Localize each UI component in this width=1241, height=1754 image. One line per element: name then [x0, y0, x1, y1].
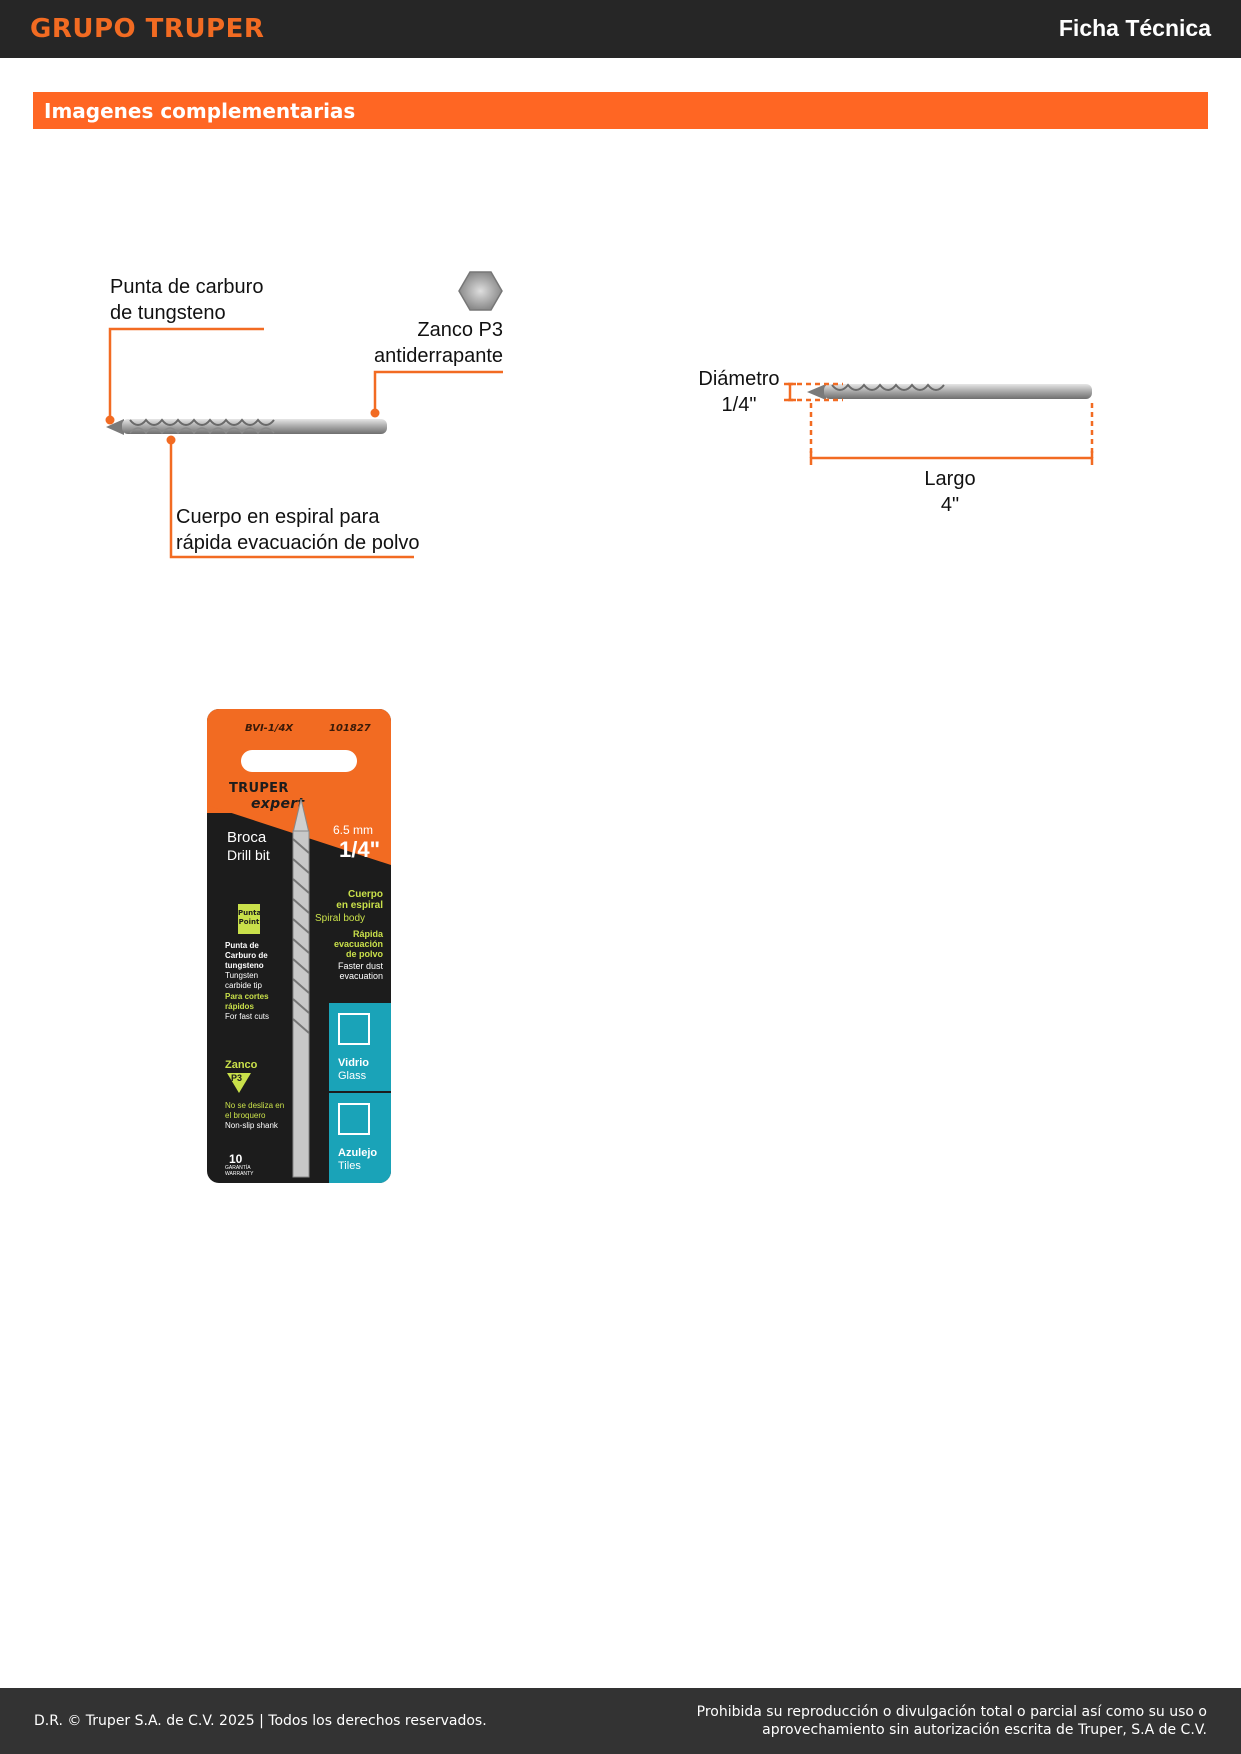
package-code: 101827	[329, 723, 371, 734]
package-tile-es: Azulejo	[338, 1147, 378, 1159]
package-shank-es: No se desliza en el broquero	[225, 1101, 285, 1120]
brand-logo: GRUPO TRUPER	[30, 14, 265, 44]
package-warranty-label: GARANTÍA WARRANTY	[225, 1165, 254, 1177]
body-callout-label: Cuerpo en espiral para rápida evacuación de polvo	[176, 506, 420, 554]
footer-copyright: D.R. © Truper S.A. de C.V. 2025 | Todos los derechos reservados.	[34, 1713, 487, 1729]
package-evac-es: Rápida evacuación de polvo	[333, 929, 383, 959]
packaged-drill-bit	[207, 709, 391, 1183]
shank-callout-label: Zanco P3 antiderrapante	[374, 319, 503, 367]
hex-shank-icon	[459, 272, 502, 310]
package-tile-en: Tiles	[338, 1160, 361, 1172]
package-tip-es: Punta de Carburo de tungsteno	[225, 941, 268, 970]
package-product-es: Broca	[227, 829, 267, 846]
package-shank-en: Non-slip shank	[225, 1121, 278, 1130]
package-glass-en: Glass	[338, 1070, 367, 1082]
dimension-diagram-bit	[807, 384, 1092, 400]
package-tip-en: Tungsten carbide tip	[225, 971, 262, 990]
body-callout-dot	[167, 436, 176, 445]
package-point-badge: Punta Point	[238, 904, 260, 934]
package-brand: TRUPER expert	[229, 781, 305, 812]
package-cuts-en: For fast cuts	[225, 1012, 270, 1021]
package-warranty: 10	[229, 1152, 243, 1166]
drill-bit-illustration	[106, 419, 387, 435]
package-spiral-es: Cuerpo en espiral	[336, 889, 383, 911]
footer-bar	[0, 1688, 1241, 1754]
package-glass-es: Vidrio	[338, 1057, 369, 1069]
product-package-image	[207, 709, 391, 1183]
package-size-in: 1/4"	[339, 837, 381, 862]
footer-notice: Prohibida su reproducción o divulgación total o parcial así como su uso o aprovechamiento sin autorización escrita de Truper, S.A de C.V.	[696, 1704, 1207, 1738]
document-type-label: Ficha Técnica	[1058, 15, 1211, 41]
tip-callout-dot	[106, 416, 115, 425]
package-spiral-en: Spiral body	[315, 913, 366, 924]
length-label: Largo 4"	[924, 468, 976, 516]
package-evac-en: Faster dust evacuation	[337, 961, 383, 981]
package-product-en: Drill bit	[227, 847, 270, 863]
section-title: Imagenes complementarias	[44, 99, 356, 123]
package-size-mm: 6.5 mm	[333, 823, 374, 837]
diameter-label: Diámetro 1/4"	[698, 368, 780, 416]
shank-callout-dot	[371, 409, 380, 418]
tip-callout-label: Punta de carburo de tungsteno	[110, 276, 264, 324]
package-p3-label: P3	[231, 1073, 243, 1083]
package-model: BVI-1/4X	[245, 723, 294, 734]
package-shank-title: Zanco	[225, 1059, 258, 1071]
package-cuts-es: Para cortes rápidos	[225, 992, 269, 1011]
